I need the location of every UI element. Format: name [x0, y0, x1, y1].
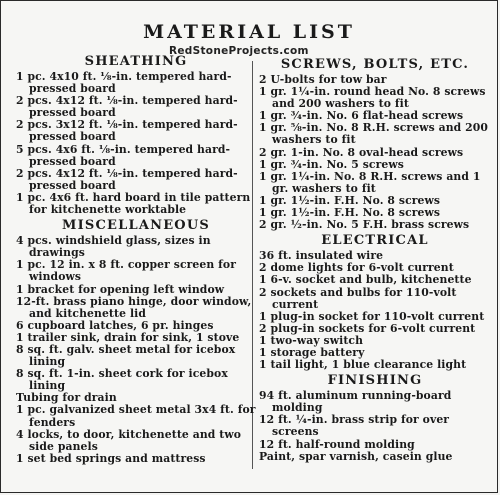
section-heading-sheathing: SHEATHING: [84, 54, 188, 69]
watermark: RedStoneProjects.com: [169, 45, 309, 57]
section-heading-finishing: FINISHING: [327, 373, 423, 389]
list-item: 1 bracket for opening left window: [16, 282, 225, 296]
list-item: 8 sq. ft. galv. sheet metal for icebox lining: [16, 342, 236, 369]
list-item: 2 sockets and bulbs for 110-volt current: [259, 285, 457, 311]
list-item: 1 set bed springs and mattress: [16, 451, 206, 465]
list-item: 2 gr. ½-in. No. 5 F.H. brass screws: [259, 218, 470, 232]
list-item: 5 pcs. 4x6 ft. ⅛-in. tempered hard-pressed board: [16, 142, 231, 168]
list-item: 2 pcs. 4x12 ft. ⅛-in. tempered hard-pressed board: [16, 166, 238, 192]
list-item: 12-ft. brass piano hinge, door window, and kitchenette lid: [16, 294, 252, 320]
list-item: 6 cupboard latches, 6 pr. hinges: [16, 318, 214, 332]
list-item: 2 plug-in sockets for 6-volt current: [259, 321, 476, 335]
list-item: 1 gr. 1¼-in. No. 8 R.H. screws and 1 gr. washers to fit: [259, 169, 481, 195]
list-item: 1 pc. 4x10 ft. ⅛-in. tempered hard-pressed board: [16, 70, 232, 96]
list-item: 2 gr. 1-in. No. 8 oval-head screws: [259, 145, 464, 159]
screws-list: [259, 74, 491, 231]
list-item: Tubing for drain: [16, 391, 117, 405]
list-item: 1 pc. 12 in. x 8 ft. copper screen for windows: [16, 258, 236, 284]
list-item: 1 gr. ¾-in. No. 5 screws: [259, 157, 404, 171]
list-item: 2 U-bolts for tow bar: [259, 73, 387, 86]
section-heading-electrical: ELECTRICAL: [321, 233, 429, 249]
list-item: 1 pc. 4x6 ft. hard board in tile pattern for kitchenette worktable: [16, 190, 251, 217]
list-item: 1 two-way switch: [259, 333, 364, 347]
list-item: 1 storage battery: [259, 345, 365, 359]
list-item: 1 trailer sink, drain for sink, 1 stove: [16, 330, 240, 344]
list-item: 1 pc. galvanized sheet metal 3x4 ft. for fenders: [16, 403, 256, 429]
sheathing-list: [16, 71, 256, 216]
list-item: 1 plug-in socket for 110-volt current: [259, 309, 485, 323]
right-column: [259, 56, 491, 463]
list-item: 1 gr. ⅝-in. No. 8 R.H. screws and 200 washers to fit: [259, 121, 489, 147]
list-item: 1 gr. ¾-in. No. 6 flat-head screws: [259, 109, 464, 123]
list-item: 94 ft. aluminum running-board molding: [259, 389, 452, 415]
miscellaneous-list: [16, 235, 256, 465]
section-heading-miscellaneous: MISCELLANEOUS: [62, 218, 210, 234]
list-item: 1 tail light, 1 blue clearance light: [259, 358, 467, 372]
list-item: 4 pcs. windshield glass, sizes in drawings: [16, 234, 211, 260]
list-item: 1 gr. 1½-in. F.H. No. 8 screws: [259, 206, 441, 220]
list-item: Paint, spar varnish, casein glue: [259, 449, 453, 463]
list-item: 2 dome lights for 6-volt current: [259, 261, 454, 275]
section-heading-screws: SCREWS, BOLTS, ETC.: [280, 57, 470, 72]
list-item: 1 gr. 1½-in. F.H. No. 8 screws: [259, 193, 441, 207]
list-item: 8 sq. ft. 1-in. sheet cork for icebox lining: [16, 367, 228, 393]
left-column: [16, 53, 256, 465]
page-title: MATERIAL LIST: [143, 21, 355, 43]
list-item: 2 pcs. 4x12 ft. ⅛-in. tempered hard-pressed board: [16, 94, 238, 120]
list-item: 1 gr. 1¼-in. round head No. 8 screws and 200 washers to fit: [259, 85, 486, 111]
finishing-list: [259, 390, 491, 463]
list-item: 4 locks, to door, kitchenette and two side panels: [16, 427, 242, 453]
electrical-list: [259, 250, 491, 371]
list-item: 12 ft. half-round molding: [259, 437, 415, 451]
list-item: 36 ft. insulated wire: [259, 249, 384, 263]
list-item: 2 pcs. 3x12 ft. ⅛-in. tempered hard-pressed board: [16, 118, 238, 144]
list-item: 12 ft. ¼-in. brass strip for over screens: [259, 413, 450, 439]
list-item: 1 6-v. socket and bulb, kitchenette: [259, 273, 472, 287]
